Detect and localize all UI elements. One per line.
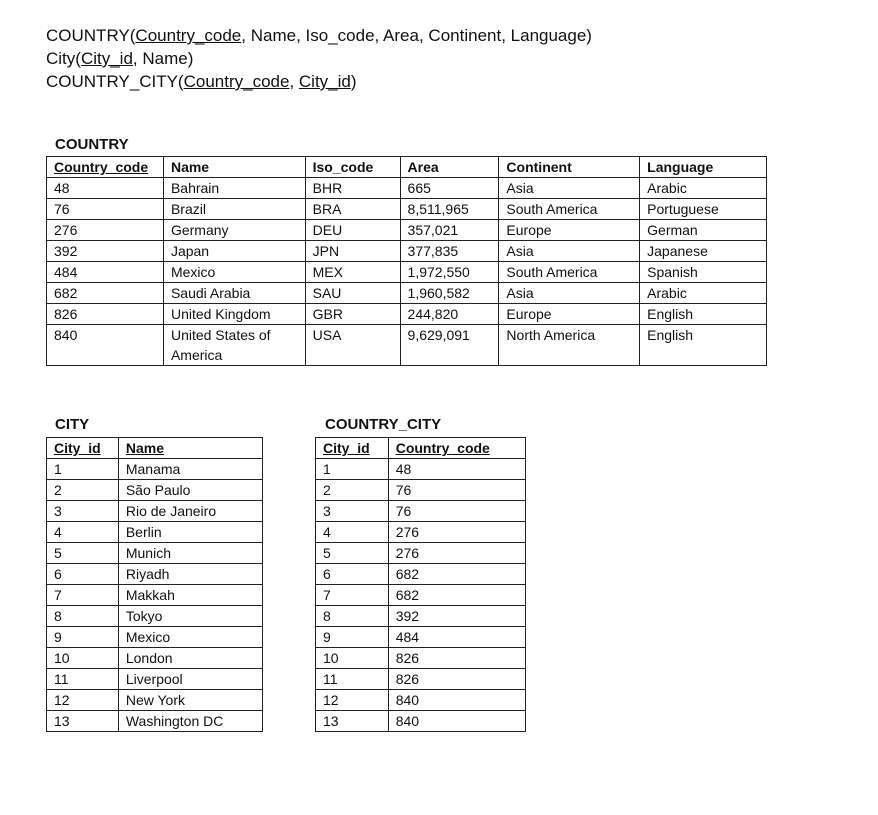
table-cell: 12 [316, 690, 389, 711]
table-cell: Mexico [118, 627, 262, 648]
table-cell: BRA [305, 199, 400, 220]
table-row [316, 648, 526, 669]
table-row [316, 669, 526, 690]
table-cell: 7 [316, 585, 389, 606]
table-cell: 1,972,550 [400, 262, 499, 283]
table-cell: SAU [305, 283, 400, 304]
table-row [47, 711, 263, 732]
table-cell: North America [499, 325, 640, 366]
table-cell: 5 [316, 543, 389, 564]
table-cell: Tokyo [118, 606, 262, 627]
table-cell: Makkah [118, 585, 262, 606]
table-cell: 8,511,965 [400, 199, 499, 220]
table-row [316, 711, 526, 732]
table-cell: Europe [499, 304, 640, 325]
table-cell: New York [118, 690, 262, 711]
table-cell: 484 [388, 627, 525, 648]
table-cell: 10 [316, 648, 389, 669]
table-row [47, 522, 263, 543]
attribute: Name [142, 49, 188, 68]
primary-key: Country_code [135, 26, 242, 45]
table-row [47, 648, 263, 669]
table-row [47, 690, 263, 711]
table-cell: 2 [316, 480, 389, 501]
table-cell: 826 [47, 304, 164, 325]
table-cell: 9 [47, 627, 119, 648]
table-cell: Asia [499, 283, 640, 304]
schema-country: COUNTRY(Country_code, Name, Iso_code, Area, Continent, Language) [46, 26, 592, 45]
table-cell: 682 [388, 564, 525, 585]
table-cell: 826 [388, 669, 525, 690]
table-cell: 682 [47, 283, 164, 304]
table-cell: 840 [388, 690, 525, 711]
column-header: City_id [316, 438, 389, 459]
table-cell: DEU [305, 220, 400, 241]
table-cell: 392 [47, 241, 164, 262]
table-cell: Arabic [640, 178, 767, 199]
table-cell: Brazil [163, 199, 305, 220]
table-header-row [47, 438, 263, 459]
table-row [47, 606, 263, 627]
table-row [316, 690, 526, 711]
table-row [47, 220, 767, 241]
table-row [47, 627, 263, 648]
column-header: Area [400, 157, 499, 178]
table-row [47, 564, 263, 585]
table-cell: 76 [47, 199, 164, 220]
primary-key: City_id [80, 49, 133, 68]
table-cell: 682 [388, 585, 525, 606]
country-table [46, 156, 767, 366]
table-cell: JPN [305, 241, 400, 262]
table-cell: Japanese [640, 241, 767, 262]
table-cell: Liverpool [118, 669, 262, 690]
table-cell: 11 [316, 669, 389, 690]
table-cell: 357,021 [400, 220, 499, 241]
country-city-table [315, 437, 526, 732]
table-cell: Spanish [640, 262, 767, 283]
table-row [47, 669, 263, 690]
table-header-row [47, 157, 767, 178]
table-cell: 9 [316, 627, 389, 648]
table-cell: 840 [47, 325, 164, 366]
attribute: Iso_code [305, 26, 375, 45]
table-cell: Mexico [163, 262, 305, 283]
table-row [316, 543, 526, 564]
table-cell: 1 [47, 459, 119, 480]
table-cell: English [640, 304, 767, 325]
table-cell: Asia [499, 241, 640, 262]
table-cell: London [118, 648, 262, 669]
table-cell: BHR [305, 178, 400, 199]
table-cell: Berlin [118, 522, 262, 543]
column-header: Name [118, 438, 262, 459]
table-cell: 2 [47, 480, 119, 501]
table-cell: Washington DC [118, 711, 262, 732]
column-header: Country_code [47, 157, 164, 178]
table-cell: South America [499, 199, 640, 220]
table-cell: São Paulo [118, 480, 262, 501]
table-cell: German [640, 220, 767, 241]
table-row [47, 283, 767, 304]
table-cell: Manama [118, 459, 262, 480]
attribute: Continent [428, 26, 502, 45]
table-cell: 6 [316, 564, 389, 585]
table-cell: 665 [400, 178, 499, 199]
table-cell: 76 [388, 480, 525, 501]
table-cell: 3 [316, 501, 389, 522]
table-cell: Japan [163, 241, 305, 262]
table-row [316, 585, 526, 606]
table-cell: Riyadh [118, 564, 262, 585]
table-cell: 276 [388, 543, 525, 564]
table-cell: 4 [316, 522, 389, 543]
table-cell: 11 [47, 669, 119, 690]
schema-city: City(City_id, Name) [46, 49, 194, 68]
table-row [316, 606, 526, 627]
table-cell: 8 [316, 606, 389, 627]
table-row [316, 627, 526, 648]
table-cell: 76 [388, 501, 525, 522]
table-cell: 392 [388, 606, 525, 627]
table-cell: 7 [47, 585, 119, 606]
table-cell: 484 [47, 262, 164, 283]
table-cell: 48 [388, 459, 525, 480]
table-cell: 10 [47, 648, 119, 669]
table-row [47, 241, 767, 262]
country-table-title: COUNTRY [55, 136, 129, 153]
table-row [47, 585, 263, 606]
table-cell: 840 [388, 711, 525, 732]
table-cell: Germany [163, 220, 305, 241]
table-cell: Asia [499, 178, 640, 199]
table-cell: 4 [47, 522, 119, 543]
table-cell: 244,820 [400, 304, 499, 325]
table-row [47, 459, 263, 480]
table-cell: 6 [47, 564, 119, 585]
table-cell: Rio de Janeiro [118, 501, 262, 522]
table-row [47, 325, 767, 366]
city-table [46, 437, 263, 732]
table-cell: United Kingdom [163, 304, 305, 325]
table-row [47, 178, 767, 199]
table-cell: 1,960,582 [400, 283, 499, 304]
table-row [316, 480, 526, 501]
table-cell: 5 [47, 543, 119, 564]
table-cell: 377,835 [400, 241, 499, 262]
table-row [316, 459, 526, 480]
table-header-row [316, 438, 526, 459]
table-cell: United States of America [163, 325, 305, 366]
attribute: Language [510, 26, 587, 45]
column-header: Iso_code [305, 157, 400, 178]
table-cell: MEX [305, 262, 400, 283]
table-cell: Portuguese [640, 199, 767, 220]
attribute: Area [383, 26, 419, 45]
schema-country-city: COUNTRY_CITY(Country_code, City_id) [46, 72, 357, 91]
column-header: City_id [47, 438, 119, 459]
table-cell: Munich [118, 543, 262, 564]
schema-definitions [46, 24, 592, 93]
table-cell: 48 [47, 178, 164, 199]
table-cell: 9,629,091 [400, 325, 499, 366]
table-row [316, 564, 526, 585]
table-cell: 276 [47, 220, 164, 241]
table-row [47, 501, 263, 522]
city-table-title: CITY [55, 416, 90, 433]
table-cell: Bahrain [163, 178, 305, 199]
table-cell: GBR [305, 304, 400, 325]
column-header: Continent [499, 157, 640, 178]
table-cell: 826 [388, 648, 525, 669]
table-cell: 3 [47, 501, 119, 522]
attribute: Name [250, 26, 297, 45]
table-row [316, 501, 526, 522]
primary-key: Country_code [183, 72, 290, 91]
table-cell: 276 [388, 522, 525, 543]
table-row [47, 262, 767, 283]
table-cell: Saudi Arabia [163, 283, 305, 304]
primary-key: City_id [298, 72, 351, 91]
table-row [47, 543, 263, 564]
column-header: Name [163, 157, 305, 178]
table-row [316, 522, 526, 543]
table-cell: South America [499, 262, 640, 283]
column-header: Language [640, 157, 767, 178]
country-city-table-title: COUNTRY_CITY [325, 416, 442, 433]
table-cell: English [640, 325, 767, 366]
table-cell: 8 [47, 606, 119, 627]
table-cell: 1 [316, 459, 389, 480]
table-cell: USA [305, 325, 400, 366]
table-cell: 13 [47, 711, 119, 732]
table-row [47, 199, 767, 220]
table-cell: Arabic [640, 283, 767, 304]
table-cell: 12 [47, 690, 119, 711]
table-row [47, 480, 263, 501]
table-cell: Europe [499, 220, 640, 241]
column-header: Country_code [388, 438, 525, 459]
table-cell: 13 [316, 711, 389, 732]
table-row [47, 304, 767, 325]
